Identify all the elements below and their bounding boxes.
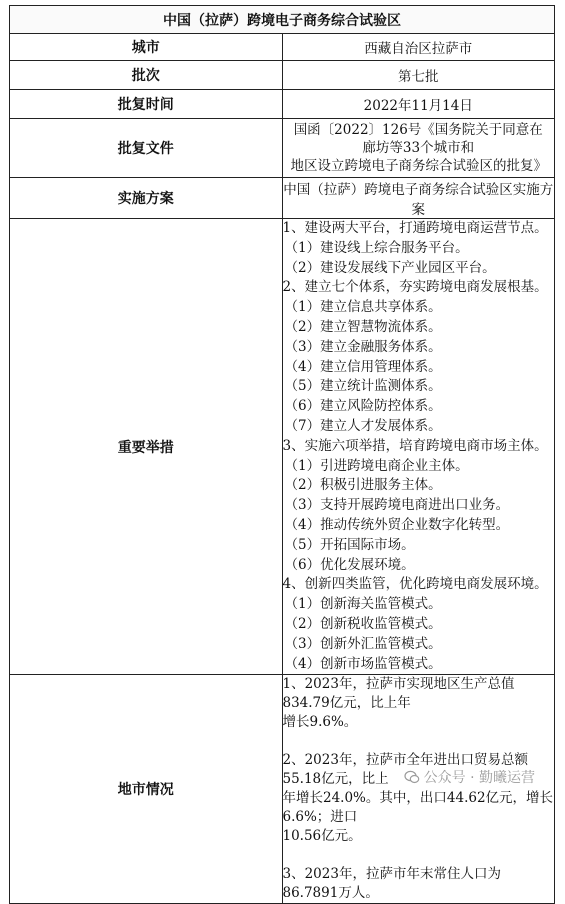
row-city-situation (10, 675, 555, 904)
paragraph-line: 10.56亿元。 (282, 828, 362, 845)
row-plan (10, 178, 555, 219)
list-item: 1、建设两大平台，打通跨境电商运营节点。 (282, 220, 548, 236)
paragraph-population (283, 865, 555, 903)
list-item: （7）建立人才发展体系。 (284, 417, 442, 434)
paragraph-line: 年增长24.0%。其中，出口44.62亿元，增长6.6%；进口 (282, 790, 554, 826)
list-item: （1）引进跨境电商企业主体。 (284, 457, 469, 474)
list-item: （3）建立金融服务体系。 (284, 338, 442, 355)
list-item: （4）推动传统外贸企业数字化转型。 (284, 516, 510, 533)
label-city: 城市 (10, 34, 283, 61)
value-city: 西藏自治区拉萨市 (282, 34, 555, 61)
list-item: 3、实施六项举措，培育跨境电商市场主体。 (282, 437, 548, 454)
label-city-situation: 地市情况 (10, 675, 283, 904)
label-plan: 实施方案 (10, 178, 283, 219)
paragraph-gdp (283, 675, 555, 732)
list-item: （2）建立智慧物流体系。 (284, 318, 442, 335)
row-measures (10, 219, 555, 675)
paragraph-line: 3、2023年，拉萨市年末常住人口为86.7891万人。 (282, 866, 501, 902)
row-city (10, 34, 555, 61)
paragraph-line: 1、2023年，拉萨市实现地区生产总值834.79亿元，比上年 (282, 676, 515, 712)
list-item: （1）建立信息共享体系。 (284, 299, 442, 316)
list-item: （5）开拓国际市场。 (284, 536, 415, 553)
city-situation-content (282, 675, 555, 904)
list-item: 4、创新四类监管，优化跨境电商发展环境。 (282, 576, 548, 593)
watermark-text: 公众号 · 勤曦运营 (423, 770, 535, 786)
value-approval-time: 2022年11月14日 (282, 90, 555, 119)
wechat-icon (404, 769, 420, 785)
list-item: （2）建设发展线下产业园区平台。 (284, 259, 496, 276)
label-measures: 重要举措 (10, 219, 283, 675)
list-item: （2）积极引进服务主体。 (284, 477, 442, 494)
list-item: （4）创新市场监管模式。 (284, 655, 442, 672)
paragraph-line: 2、2023年，拉萨市全年进出口贸易总额55.18亿元，比上 (282, 752, 528, 788)
list-item: （6）优化发展环境。 (284, 556, 415, 573)
approval-doc-line-1: 国函〔2022〕126号《国务院关于同意在廊坊等33个城市和 (293, 122, 543, 156)
list-item: （6）建立风险防控体系。 (284, 398, 442, 415)
row-approval-doc (10, 119, 555, 178)
list-item: （4）建立信用管理体系。 (284, 358, 442, 375)
list-item: （3）创新外汇监管模式。 (284, 635, 442, 652)
label-approval-time: 批复时间 (10, 90, 283, 119)
label-approval-doc: 批复文件 (10, 119, 283, 178)
value-batch: 第七批 (282, 61, 555, 90)
list-item: （1）建设线上综合服务平台。 (284, 239, 469, 256)
value-approval-doc (282, 119, 555, 178)
table-title: 中国（拉萨）跨境电子商务综合试验区 (10, 6, 555, 34)
row-approval-time (10, 90, 555, 119)
list-item: （3）支持开展跨境电商进出口业务。 (284, 497, 510, 514)
title-row (10, 6, 555, 34)
value-plan: 中国（拉萨）跨境电子商务综合试验区实施方案 (282, 178, 555, 219)
measures-list (282, 219, 555, 675)
approval-doc-line-2: 地区设立跨境电子商务综合试验区的批复》 (290, 158, 547, 174)
list-item: （5）建立统计监测体系。 (284, 378, 442, 395)
watermark (404, 767, 535, 787)
row-batch (10, 61, 555, 90)
list-item: 2、建立七个体系，夯实跨境电商发展根基。 (282, 279, 548, 296)
paragraph-line: 增长9.6%。 (282, 714, 358, 731)
list-item: （2）创新税收监管模式。 (284, 615, 442, 632)
list-item: （1）创新海关监管模式。 (284, 596, 442, 613)
label-batch: 批次 (10, 61, 283, 90)
